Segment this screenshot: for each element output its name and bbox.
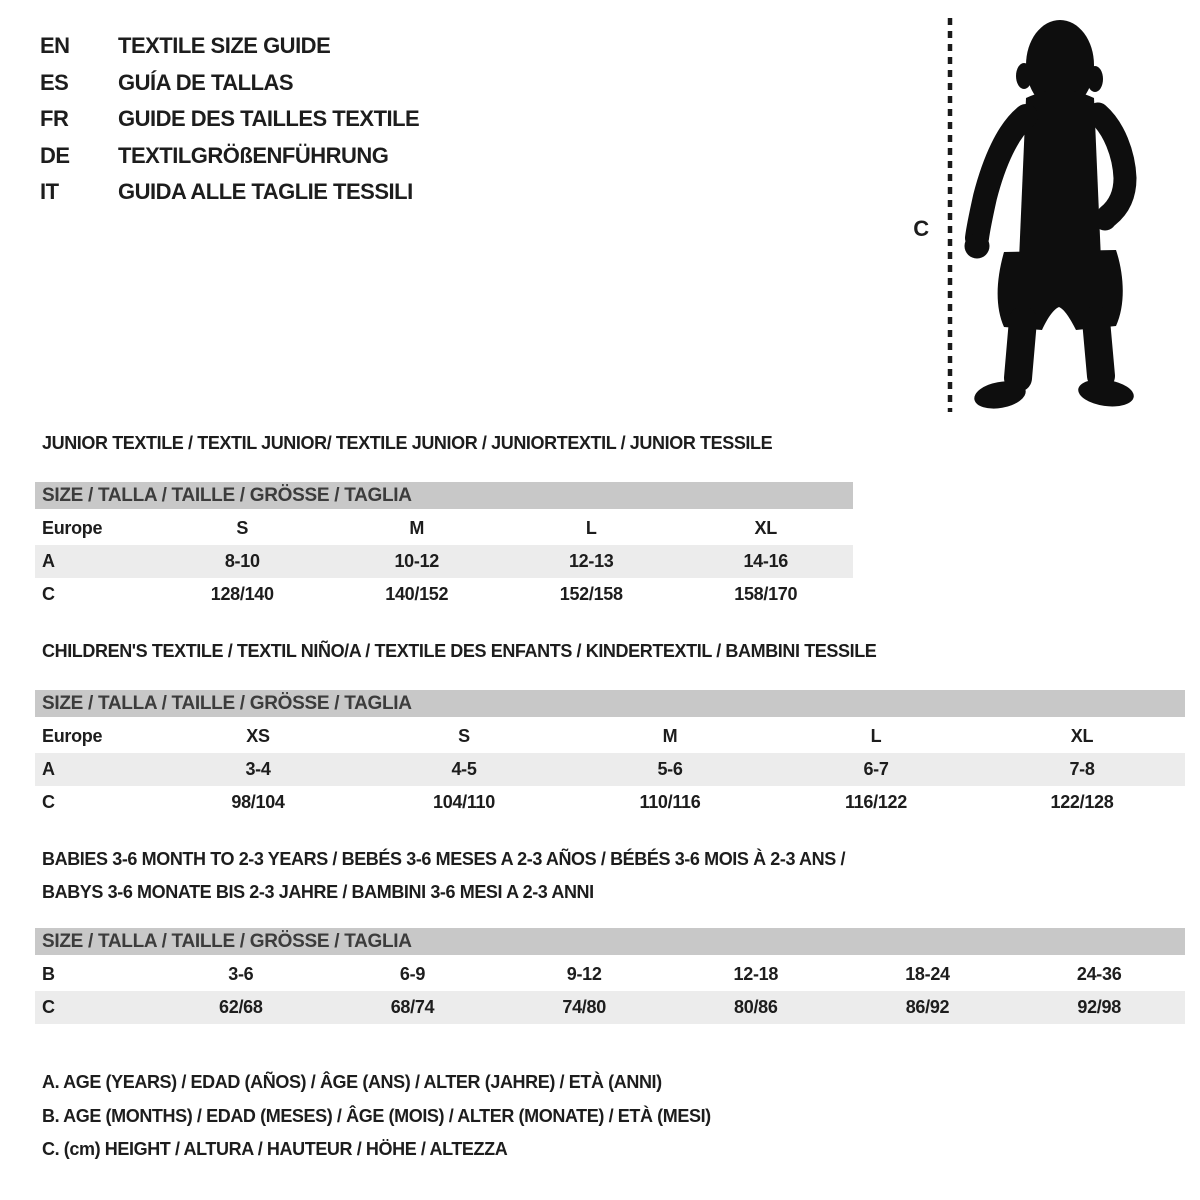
babies-size-table	[35, 958, 1185, 1024]
size-column-header: XL	[754, 518, 777, 538]
table-row-height	[35, 578, 853, 611]
junior-size-header-bar: SIZE / TALLA / TAILLE / GRÖSSE / TAGLIA	[35, 482, 853, 509]
size-column-header: XS	[246, 726, 270, 746]
cell: 6-7	[863, 759, 889, 779]
cell: 116/122	[845, 792, 907, 812]
size-column-header: S	[458, 726, 470, 746]
language-title: TEXTILGRÖßENFÜHRUNG	[118, 142, 389, 168]
language-row	[40, 28, 419, 65]
cell: 3-4	[245, 759, 271, 779]
row-label: A	[42, 551, 55, 571]
babies-section-title-line2: BABYS 3-6 MONATE BIS 2-3 JAHRE / BAMBINI 3-6 MESI A 2-3 ANNI	[42, 882, 594, 902]
cell: 92/98	[1077, 997, 1121, 1017]
babies-size-header-bar: SIZE / TALLA / TAILLE / GRÖSSE / TAGLIA	[35, 928, 1185, 955]
language-code: IT	[40, 179, 59, 205]
row-label: C	[42, 584, 55, 604]
language-row	[40, 138, 419, 175]
cell: 110/116	[639, 792, 701, 812]
cell: 10-12	[394, 551, 440, 571]
cell: 7-8	[1069, 759, 1095, 779]
language-title: TEXTILE SIZE GUIDE	[118, 33, 331, 59]
language-row	[40, 174, 419, 211]
cell: 18-24	[905, 964, 950, 984]
cell: 68/74	[390, 997, 435, 1017]
size-column-header: L	[585, 518, 597, 538]
table-row-height	[35, 786, 1185, 819]
height-measure-figure	[938, 12, 1153, 417]
size-column-header: XL	[1070, 726, 1094, 746]
cell: 152/158	[559, 584, 623, 604]
language-code: FR	[40, 106, 69, 132]
row-label: C	[42, 792, 55, 812]
table-row-age	[35, 753, 1185, 786]
cell: 8-10	[224, 551, 260, 571]
cell: 128/140	[210, 584, 274, 604]
language-code: ES	[40, 69, 69, 95]
cell: 6-9	[399, 964, 426, 984]
cell: 12-18	[733, 964, 779, 984]
language-code: EN	[40, 33, 70, 59]
children-size-header-bar: SIZE / TALLA / TAILLE / GRÖSSE / TAGLIA	[35, 690, 1185, 717]
language-title: GUIDA ALLE TAGLIE TESSILI	[118, 179, 413, 205]
legend-age-years: A. AGE (YEARS) / EDAD (AÑOS) / ÂGE (ANS) / ALTER (JAHRE) / ETÀ (ANNI)	[42, 1072, 662, 1092]
cell: 86/92	[905, 997, 950, 1017]
cell: 80/86	[734, 997, 778, 1017]
table-row-months	[35, 958, 1185, 991]
row-label: B	[42, 964, 55, 984]
junior-size-table	[35, 512, 853, 611]
cell: 3-6	[228, 964, 254, 984]
table-row-age	[35, 545, 853, 578]
legend-age-months: B. AGE (MONTHS) / EDAD (MESES) / ÂGE (MOIS) / ALTER (MONATE) / ETÀ (MESI)	[42, 1106, 711, 1126]
children-section-title: CHILDREN'S TEXTILE / TEXTIL NIÑO/A / TEXTILE DES ENFANTS / KINDERTEXTIL / BAMBINI TESSILE	[42, 641, 877, 661]
table-header-row	[35, 512, 853, 545]
cell: 74/80	[562, 997, 606, 1017]
language-code: DE	[40, 142, 70, 168]
size-column-header: M	[662, 726, 678, 746]
baby-silhouette-icon	[965, 20, 1136, 412]
cell: 98/104	[231, 792, 285, 812]
cell: 24-36	[1076, 964, 1122, 984]
language-header	[40, 28, 419, 211]
cell: 158/170	[734, 584, 798, 604]
babies-section-title-line1: BABIES 3-6 MONTH TO 2-3 YEARS / BEBÉS 3-6 MESES A 2-3 AÑOS / BÉBÉS 3-6 MOIS À 2-3 ANS /	[42, 849, 846, 869]
language-title: GUÍA DE TALLAS	[118, 69, 294, 95]
cell: 122/128	[1050, 792, 1114, 812]
row-label: C	[42, 997, 55, 1017]
cell: 140/152	[385, 584, 449, 604]
row-label: A	[42, 759, 55, 779]
cell: 12-13	[568, 551, 614, 571]
size-column-header: S	[236, 518, 249, 538]
language-title: GUIDE DES TAILLES TEXTILE	[118, 106, 420, 132]
size-column-header: L	[870, 726, 882, 746]
cell: 5-6	[657, 759, 683, 779]
cell: 4-5	[451, 759, 477, 779]
cell: 104/110	[433, 792, 495, 812]
language-row	[40, 101, 419, 138]
cell: 62/68	[219, 997, 263, 1017]
cell: 9-12	[566, 964, 602, 984]
legend-height-cm: C. (cm) HEIGHT / ALTURA / HAUTEUR / HÖHE / ALTEZZA	[42, 1139, 508, 1159]
region-label: Europe	[42, 518, 103, 538]
table-row-height	[35, 991, 1185, 1024]
junior-section-title: JUNIOR TEXTILE / TEXTIL JUNIOR/ TEXTILE JUNIOR / JUNIORTEXTIL / JUNIOR TESSILE	[42, 433, 773, 453]
cell: 14-16	[743, 551, 789, 571]
table-header-row	[35, 720, 1185, 753]
size-column-header: M	[409, 518, 425, 538]
children-size-table	[35, 720, 1185, 819]
measure-label-c: C	[913, 216, 929, 241]
region-label: Europe	[42, 726, 103, 746]
language-row	[40, 65, 419, 102]
